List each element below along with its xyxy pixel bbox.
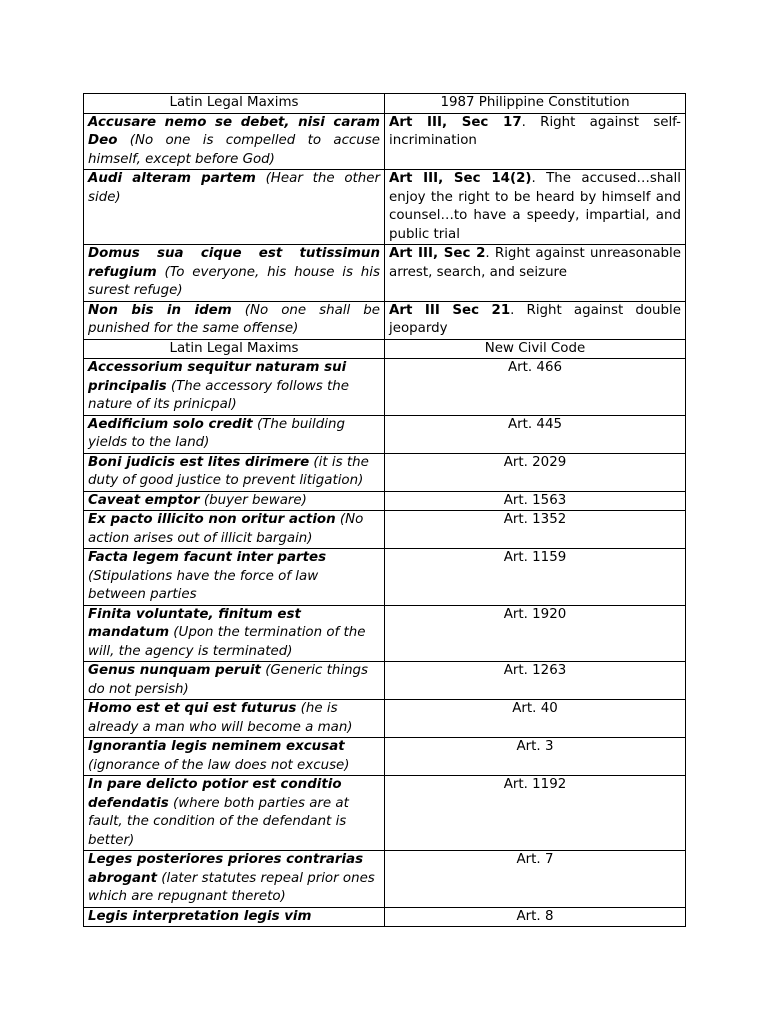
maxims-table: [83, 93, 686, 927]
maxim-latin: Boni judicis est lites dirimere: [88, 454, 310, 470]
table-row: [84, 491, 686, 511]
maxim-cell: [84, 738, 385, 776]
maxim-cell: [84, 491, 385, 511]
maxim-cell: [84, 245, 385, 302]
maxim-translation: (Upon the termination of the will, the agency is terminated): [88, 625, 366, 659]
table-row: [84, 245, 686, 302]
article-cell: Art. 40: [385, 700, 686, 738]
provision-cell: [385, 301, 686, 339]
article-cell: Art. 1263: [385, 662, 686, 700]
provision-reference: Art III, Sec 17: [389, 114, 522, 130]
column-header-maxims: Latin Legal Maxims: [84, 94, 385, 114]
maxim-translation: (it is the duty of good justice to prevent litigation): [88, 454, 369, 488]
maxim-cell: [84, 511, 385, 549]
table-row: [84, 453, 686, 491]
maxim-latin: Genus nunquam peruit: [88, 663, 261, 678]
table-row: [84, 907, 686, 927]
article-cell: Art. 1920: [385, 605, 686, 662]
maxim-cell: [84, 776, 385, 851]
maxim-latin: Ex pacto illicito non oritur action: [88, 512, 336, 527]
maxim-latin: Aedificium solo credit: [88, 416, 253, 432]
maxim-cell: [84, 453, 385, 491]
table-row: [84, 170, 686, 245]
table-row: [84, 851, 686, 908]
maxim-translation: (later statutes repeal prior ones which are repugnant thereto): [88, 870, 375, 904]
maxim-translation: (where both parties are at fault, the condition of the defendant is better): [88, 795, 349, 848]
maxim-translation: (The building yields to the land): [88, 416, 345, 450]
maxim-latin: Facta legem facunt inter partes: [88, 550, 327, 565]
maxim-cell: [84, 359, 385, 416]
article-cell: Art. 7: [385, 851, 686, 908]
maxim-translation: (Hear the other side): [88, 171, 381, 205]
article-cell: Art. 1192: [385, 776, 686, 851]
article-cell: Art. 1159: [385, 549, 686, 606]
article-cell: Art. 3: [385, 738, 686, 776]
table-row: [84, 549, 686, 606]
provision-cell: [385, 113, 686, 170]
provision-reference: Art III, Sec 14(2): [389, 171, 532, 186]
maxim-latin: Legis interpretation legis vim: [88, 908, 312, 924]
maxim-cell: [84, 605, 385, 662]
maxim-translation: (No one is compelled to accuse himself, except before God): [88, 133, 380, 167]
maxim-translation: (The accessory follows the nature of its prinicpal): [88, 378, 349, 412]
maxim-translation: (To everyone, his house is his surest refuge): [88, 264, 380, 298]
provision-reference: Art III Sec 21: [389, 302, 511, 318]
provision-reference: Art III, Sec 2: [389, 246, 486, 261]
article-cell: Art. 1352: [385, 511, 686, 549]
table-row: [84, 511, 686, 549]
maxim-translation: (Generic things do not persish): [88, 663, 369, 697]
maxim-cell: [84, 549, 385, 606]
constitution-header-row: [84, 94, 686, 114]
article-cell: Art. 445: [385, 415, 686, 453]
table-row: [84, 605, 686, 662]
maxim-latin: Accusare nemo se debet, nisi caram Deo: [88, 114, 380, 148]
maxim-latin: Ignorantia legis neminem excusat: [88, 739, 345, 754]
provision-description: . Right against unreasonable arrest, search, and seizure: [389, 246, 681, 280]
article-cell: Art. 1563: [385, 491, 686, 511]
table-row: [84, 359, 686, 416]
civil-code-header-row: [84, 339, 686, 359]
maxim-latin: In pare delicto potior est conditio defendatis: [88, 777, 342, 811]
maxim-latin: Non bis in idem: [88, 302, 232, 318]
article-cell: Art. 2029: [385, 453, 686, 491]
article-cell: Art. 466: [385, 359, 686, 416]
maxim-translation: (No one shall be punished for the same offense): [88, 302, 380, 336]
table-row: [84, 301, 686, 339]
maxim-cell: [84, 662, 385, 700]
column-header-constitution: 1987 Philippine Constitution: [385, 94, 686, 114]
maxim-latin: Caveat emptor: [88, 492, 200, 508]
provision-cell: [385, 245, 686, 302]
table-row: [84, 662, 686, 700]
maxim-translation: (buyer beware): [203, 492, 307, 508]
maxim-latin: Leges posteriores priores contrarias abrogant: [88, 852, 364, 886]
maxim-latin: Homo est et qui est futurus: [88, 701, 297, 716]
maxim-cell: [84, 301, 385, 339]
maxim-latin: Domus sua cique est tutissimun refugium: [88, 246, 380, 280]
table-row: [84, 776, 686, 851]
maxim-cell: [84, 415, 385, 453]
maxim-latin: Audi alteram partem: [88, 171, 256, 186]
provision-description: . Right against self-incrimination: [389, 114, 681, 148]
maxim-translation: (he is already a man who will become a man): [88, 701, 353, 735]
maxim-cell: [84, 113, 385, 170]
table-row: [84, 738, 686, 776]
maxim-translation: (Stipulations have the force of law between parties: [88, 568, 319, 602]
maxim-cell: [84, 851, 385, 908]
provision-description: . Right against double jeopardy: [389, 302, 681, 336]
maxim-translation: (ignorance of the law does not excuse): [88, 757, 350, 773]
table-row: [84, 415, 686, 453]
maxim-cell: [84, 700, 385, 738]
provision-cell: [385, 170, 686, 245]
table-row: [84, 700, 686, 738]
maxim-latin: Accessorium sequitur naturam sui principalis: [88, 360, 347, 394]
maxim-cell: [84, 170, 385, 245]
table-row: [84, 113, 686, 170]
maxim-cell: [84, 907, 385, 927]
maxim-latin: Finita voluntate, finitum est mandatum: [88, 606, 301, 640]
article-cell: Art. 8: [385, 907, 686, 927]
maxim-translation: (No action arises out of illicit bargain): [88, 512, 364, 546]
provision-description: . The accused…shall enjoy the right to be heard by himself and counsel…to have a speedy, impartial, and public trial: [389, 171, 681, 242]
column-header-maxims: Latin Legal Maxims: [84, 339, 385, 359]
column-header-civil-code: New Civil Code: [385, 339, 686, 359]
